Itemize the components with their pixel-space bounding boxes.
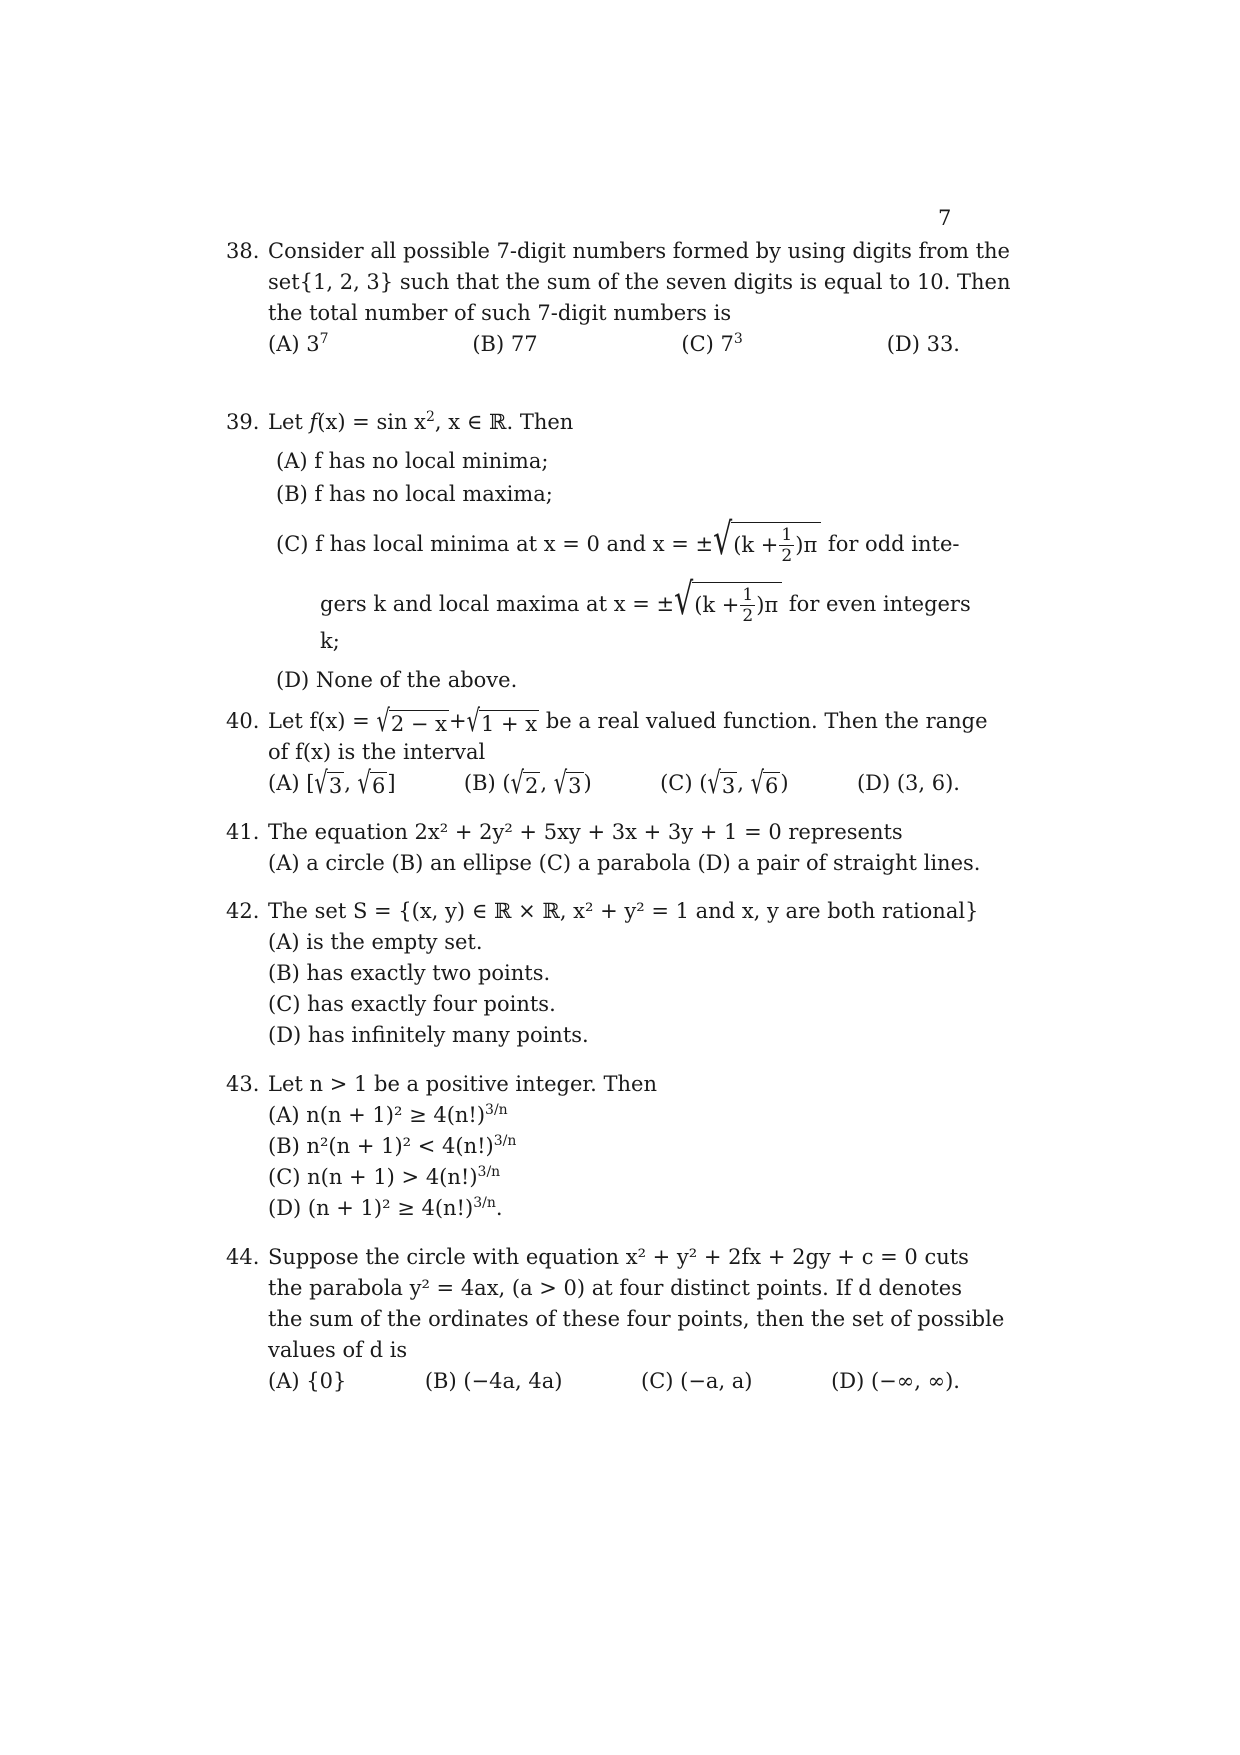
option-b: (B) (−4a, 4a) <box>424 1369 563 1393</box>
option-a: (A) $3^7$ <box>268 331 329 356</box>
question-number: 43. <box>226 1072 260 1096</box>
option-c-continued: gers k and local maxima at x = ± √ (k + $\frac{1}{2}$ )π for even integers <box>320 575 971 626</box>
question-number: 39. <box>226 410 260 434</box>
radical: √ (k + $\frac{1}{2}$ )π <box>674 582 782 626</box>
question-text: The equation 2x² + 2y² + 5xy + 3x + 3y + 1 = 0 represents <box>268 820 903 844</box>
option-d: (D) has infinitely many points. <box>268 1023 589 1047</box>
question-text: values of d is <box>268 1338 408 1362</box>
page-number: 7 <box>938 206 952 230</box>
question-text: Suppose the circle with equation x² + y² + 2fx + 2gy + c = 0 cuts <box>268 1245 969 1269</box>
question-number: 38. <box>226 239 260 263</box>
question-44 <box>226 1242 1005 1397</box>
option-a: (A) is the empty set. <box>268 930 483 954</box>
option-d: (D) (3, 6). <box>856 771 960 795</box>
question-39 <box>226 407 971 696</box>
radical: √ (k + $\frac{1}{2}$ )π <box>713 522 821 566</box>
question-text: set{1, 2, 3} such that the sum of the seven digits is equal to 10. Then <box>268 270 1011 294</box>
question-38 <box>226 236 1011 360</box>
option-b: (B) ( √ 2 , √ 3 ) <box>463 765 592 801</box>
question-text: The set S = {(x, y) ∈ ℝ × ℝ, x² + y² = 1 and x, y are both rational} <box>268 899 979 923</box>
option-c: (C) $n(n + 1) > 4(n!)^{3/n}$ <box>268 1164 501 1189</box>
question-text: Let n > 1 be a positive integer. Then <box>268 1072 657 1096</box>
option-b: (B) $n^2(n + 1)^2 < 4(n!)^{3/n}$ <box>268 1133 517 1158</box>
option-c: (C) has exactly four points. <box>268 992 556 1016</box>
question-text: Let f(x) = √ 2 − x + √ 1 + x be a real valued function. Then the range <box>268 703 988 739</box>
option-c: (C) f has local minima at x = 0 and x = ± √ (k + $\frac{1}{2}$ )π for odd inte- <box>276 515 960 566</box>
option-d: (D) None of the above. <box>276 668 518 692</box>
option-b: (B) f has no local maxima; <box>276 482 553 506</box>
options-row <box>268 329 960 360</box>
option-c: (C) ( √ 3 , √ 6 ) <box>660 765 789 801</box>
option-b: (B) has exactly two points. <box>268 961 551 985</box>
question-41 <box>226 817 981 879</box>
option-c-continued: k; <box>320 629 340 653</box>
options-row <box>268 1366 960 1397</box>
question-text: the total number of such 7-digit numbers is <box>268 301 732 325</box>
question-text: the sum of the ordinates of these four points, then the set of possible <box>268 1307 1005 1331</box>
question-number: 40. <box>226 709 260 733</box>
question-text: the parabola y² = 4ax, (a > 0) at four distinct points. If d denotes <box>268 1276 962 1300</box>
option-c: (C) (−a, a) <box>641 1369 753 1393</box>
option-a: (A) [ √ 3 , √ 6 ] <box>268 765 396 801</box>
option-a: (A) f has no local minima; <box>276 449 549 473</box>
question-40 <box>226 703 988 801</box>
option-b: (B) 77 <box>472 332 538 356</box>
option-a: (A) $n(n + 1)^2 \ge 4(n!)^{3/n}$ <box>268 1102 508 1127</box>
question-number: 42. <box>226 899 260 923</box>
option-d: (D) $(n + 1)^2 \ge 4(n!)^{3/n}$. <box>268 1195 503 1220</box>
option-c: (C) $7^3$ <box>681 331 743 356</box>
question-text: of f(x) is the interval <box>268 740 486 764</box>
question-number: 41. <box>226 820 260 844</box>
question-text: Let $f(x) = \sin x^2$, x ∈ ℝ. Then <box>268 409 574 434</box>
question-42 <box>226 896 979 1051</box>
options-row <box>268 765 960 801</box>
question-43 <box>226 1069 960 1224</box>
question-number: 44. <box>226 1245 260 1269</box>
question-text: Consider all possible 7-digit numbers formed by using digits from the <box>268 239 1010 263</box>
options-line: (A) a circle (B) an ellipse (C) a parabola (D) a pair of straight lines. <box>268 851 981 875</box>
option-d: (D) (−∞, ∞). <box>831 1369 960 1393</box>
option-d: (D) 33. <box>886 332 960 356</box>
option-a: (A) {0} <box>268 1369 347 1393</box>
